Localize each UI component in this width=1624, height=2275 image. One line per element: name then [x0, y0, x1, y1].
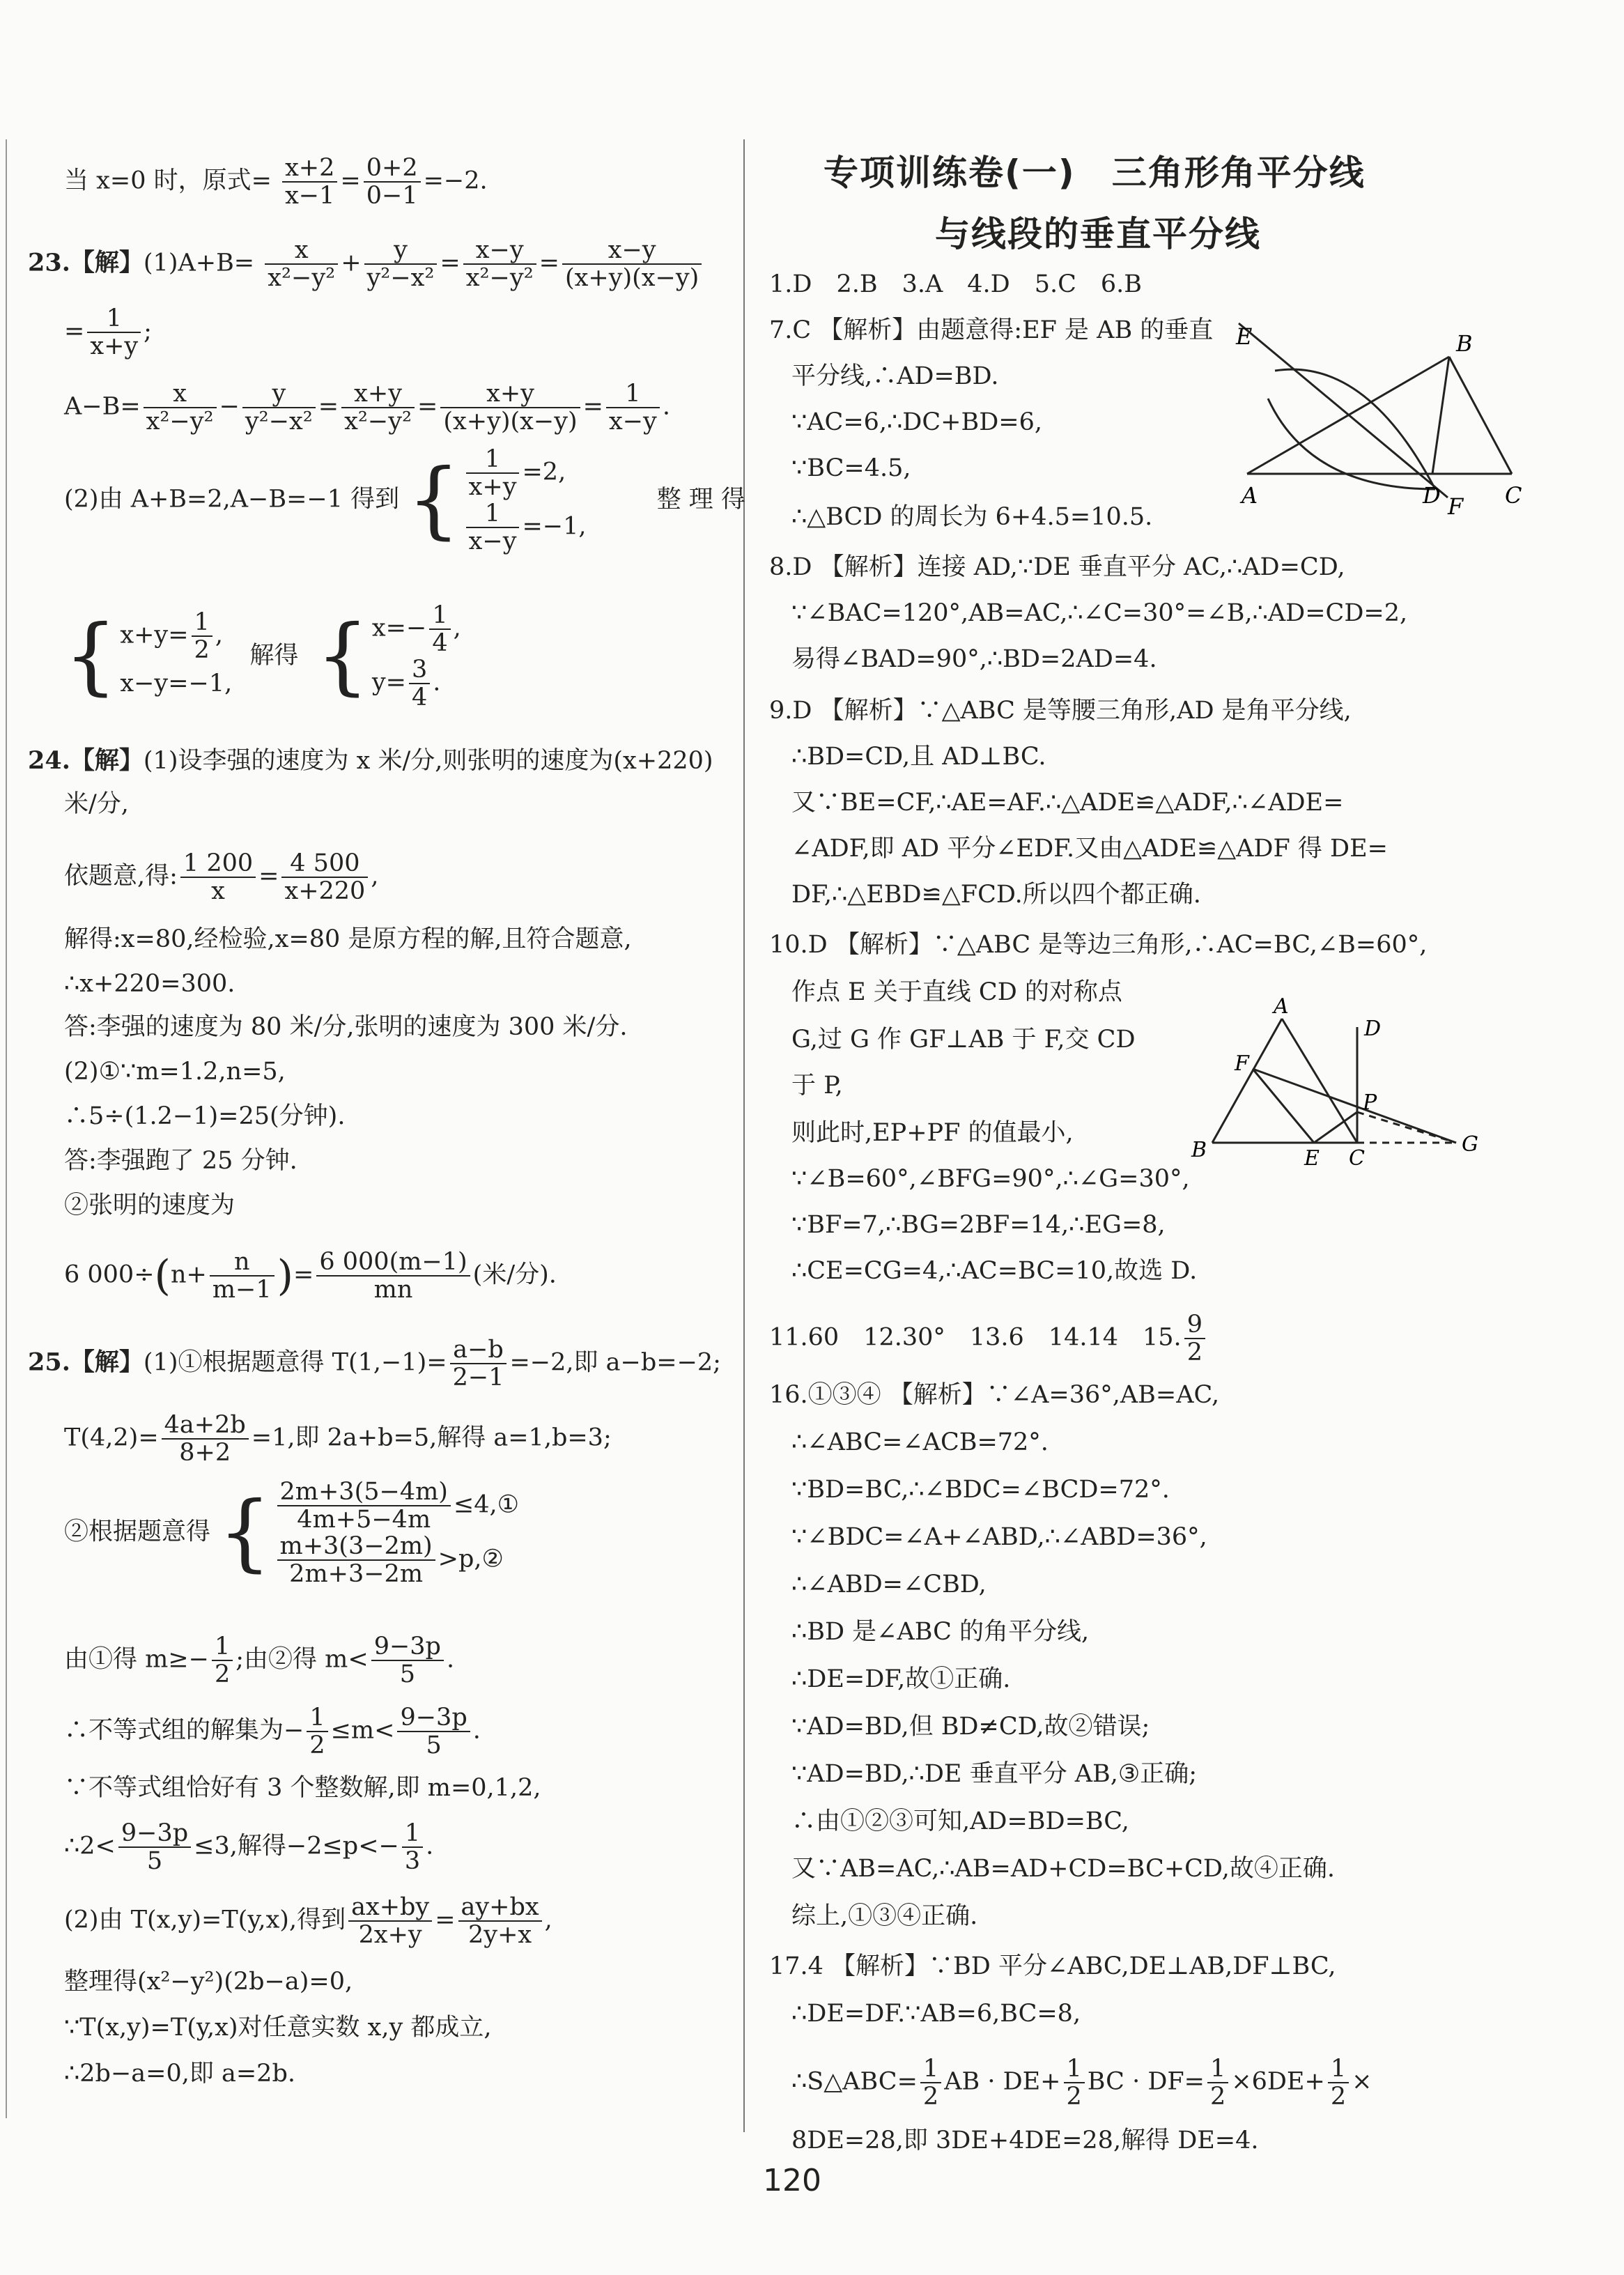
text: 当 x=0 时，原式= [64, 167, 272, 195]
line-22 [64, 1704, 481, 1759]
label-e: E [1236, 323, 1253, 350]
label-b: B [1456, 330, 1473, 357]
paren: ) [277, 1251, 294, 1300]
text: T(4,2)= [64, 1424, 159, 1452]
fraction [364, 155, 421, 209]
numerator: x+y [341, 380, 415, 408]
numerator: 1 [920, 2056, 941, 2083]
numerator: 1 [307, 1704, 327, 1732]
denominator: 5 [426, 1732, 442, 1759]
numerator: 1 200 [180, 850, 256, 878]
denominator: 2 [309, 1732, 325, 1759]
line-12: 答:李强的速度为 80 米/分,张明的速度为 300 米/分. [64, 1013, 628, 1041]
answer-line-21: ∵BF=7,∴BG=2BF=14,∴EG=8, [791, 1211, 1166, 1239]
left-brace: { [407, 452, 461, 548]
line-21 [64, 1633, 454, 1688]
segment-bc [1449, 357, 1512, 474]
answer-line-10: 9.D 【解析】∵△ABC 是等腰三角形,AD 是角平分线, [769, 697, 1352, 725]
line-07 [28, 746, 713, 776]
equation-system [120, 609, 232, 704]
denominator: (x+y)(x−y) [564, 264, 699, 292]
fraction [192, 609, 212, 663]
figure-7-triangle [1226, 315, 1526, 517]
page-number: 120 [763, 2163, 821, 2198]
text: A−B= [64, 392, 141, 421]
fraction [341, 380, 415, 435]
left-brace: { [316, 608, 369, 704]
numerator: a−b [450, 1336, 507, 1364]
numerator: 1 [429, 602, 450, 630]
label-c: C [1505, 482, 1522, 509]
text: . [433, 668, 441, 697]
line-04: A−B= $\frac{x}{\text{x²−y²}}$ − $\frac{y}{\text{y²−x²}}$ = $\frac{x+y}{\text{x²−y²}}$ = $\frac{x+y}{(x+y)(x-y)}$ = $\frac{1}{x-y}$ . [64, 380, 670, 435]
text: ≤m< [330, 1716, 395, 1745]
text: (1)设李强的速度为 x 米/分,则张明的速度为(x+220) [143, 747, 713, 775]
fraction [458, 1894, 542, 1948]
answer-line-05: ∵BC=4.5, [791, 454, 911, 482]
numerator: 1 [1064, 2056, 1085, 2083]
text: , [544, 1906, 552, 1934]
numerator: x [144, 380, 217, 408]
denominator: mn [373, 1276, 413, 1304]
answer-line-04: ∵AC=6,∴DC+BD=6, [791, 408, 1042, 436]
denominator: 2 [1186, 1339, 1202, 1366]
column-divider [743, 139, 745, 2132]
text: . [446, 1645, 455, 1674]
numerator: 1 [466, 500, 520, 528]
answer-line-09: 易得∠BAD=90°,∴BD=2AD=4. [791, 645, 1157, 673]
text: AB · DE+ [944, 2067, 1061, 2096]
fraction [118, 1820, 191, 1874]
fraction [307, 1704, 327, 1759]
line-01: 当 x=0 时，原式= $\frac{x+2}{x-1}$ = $\frac{0+2}{0-1}$ =−2. [64, 154, 488, 210]
text: =−2. [423, 167, 488, 195]
system-row [372, 656, 461, 711]
line-09: 依题意,得: $\frac{1 200}{x}$ = $\frac{4 500}{x+220}$ , [64, 849, 379, 905]
answer-line-35: 综上,①③④正确. [791, 1902, 978, 1930]
numerator: 1 [1328, 2056, 1349, 2083]
answer-line-07: 8.D 【解析】连接 AD,∵DE 垂直平分 AC,∴AD=CD, [769, 553, 1345, 581]
label-d: D [1364, 1017, 1382, 1041]
fraction [466, 500, 520, 555]
text: y= [371, 668, 407, 697]
label-c: C [1349, 1146, 1365, 1171]
system-row [120, 663, 232, 704]
numerator: 1 [466, 446, 520, 474]
line-08: 米/分, [64, 790, 129, 818]
answer-line-01: 1.D 2.B 3.A 4.D 5.C 6.B [769, 270, 1142, 298]
text: 由①得 m≥− [64, 1645, 209, 1674]
numerator: 1 [402, 1820, 423, 1848]
label-f: F [1448, 493, 1464, 517]
denominator: 2y+x [468, 1921, 532, 1949]
answer-line-22: ∴CE=CG=4,∴AC=BC=10,故选 D. [791, 1257, 1198, 1285]
denominator: 4m+5−4m [297, 1506, 431, 1534]
line-16: ②张明的速度为 [64, 1192, 235, 1219]
section-title-line1: 专项训练卷(一) 三角形角平分线 [823, 153, 1366, 193]
denominator: (x+y)(x−y) [443, 408, 578, 435]
segment-ep [1314, 1112, 1357, 1143]
numerator: n [210, 1249, 274, 1277]
line-28: ∴2b−a=0,即 a=2b. [64, 2060, 295, 2088]
text: 整 理 得 [656, 485, 745, 514]
fraction [429, 602, 450, 656]
numerator: 3 [409, 656, 430, 684]
text: BC · DF= [1087, 2067, 1205, 2096]
answer-line-26: ∵BD=BC,∴∠BDC=∠BCD=72°. [791, 1476, 1170, 1504]
fraction [463, 237, 536, 291]
numerator: 1 [212, 1633, 233, 1661]
fraction [1184, 1311, 1205, 1366]
text: ×6DE+ [1231, 2067, 1325, 2096]
denominator: 4 [412, 684, 428, 711]
line-ef [1239, 323, 1448, 498]
answer-line-06: ∴△BCD 的周长为 6+4.5=10.5. [791, 503, 1153, 531]
answer-line-30: ∴DE=DF,故①正确. [791, 1665, 1011, 1693]
numerator: x+2 [282, 155, 337, 183]
answer-line-38 [791, 2056, 1372, 2110]
denominator: x−1 [285, 182, 335, 210]
fraction [144, 380, 217, 435]
fraction [210, 1249, 274, 1303]
fraction [265, 237, 338, 291]
fraction [180, 850, 256, 904]
line-05 [64, 446, 745, 555]
text: x+y= [120, 621, 189, 649]
denominator: x+220 [284, 877, 366, 905]
answer-line-25: ∴∠ABC=∠ACB=72°. [791, 1428, 1049, 1456]
line-20 [64, 1479, 519, 1587]
numerator: x−y [463, 237, 536, 265]
answer-line-31: ∵AD=BD,但 BD≠CD,故②错误; [791, 1713, 1150, 1741]
line-26: 整理得(x²−y²)(2b−a)=0, [64, 1968, 353, 1996]
text: ; [144, 317, 152, 346]
numerator: m+3(3−2m) [277, 1533, 435, 1561]
numerator: y [364, 237, 438, 265]
numerator: 9−3p [371, 1633, 444, 1661]
numerator: 4 500 [281, 850, 368, 878]
text: , [215, 621, 223, 649]
equation-system [372, 602, 461, 711]
fraction [371, 1633, 444, 1688]
text: , [453, 614, 461, 642]
line-17: 6 000÷(n+ $\frac{n}{m-1}$ )= $\frac{6 000(m-1)}{mn}$ (米/分). [64, 1248, 557, 1304]
fraction [1328, 2056, 1349, 2110]
problem-number: 24.【解】 [28, 746, 144, 775]
answer-line-24: 16.①③④ 【解析】∵∠A=36°,AB=AC, [769, 1381, 1220, 1409]
text: x−y=−1, [120, 670, 233, 697]
segment-pg [1357, 1112, 1456, 1143]
answer-line-18: 于 P, [791, 1072, 843, 1100]
answer-line-12: 又∵BE=CF,∴AE=AF.∴△ADE≌△ADF,∴∠ADE= [791, 789, 1344, 817]
answer-line-34: 又∵AB=AC,∴AB=AD+CD=BC+CD,故④正确. [791, 1855, 1335, 1883]
answer-line-16: 作点 E 关于直线 CD 的对称点 [791, 978, 1122, 1006]
fraction [364, 237, 438, 291]
fraction [402, 1820, 423, 1874]
system-row [274, 1479, 520, 1533]
denominator: 2m+3−2m [289, 1560, 424, 1588]
line-14: ∴5÷(1.2−1)=25(分钟). [64, 1102, 346, 1130]
paren: ( [154, 1251, 171, 1300]
numerator: x+y [440, 380, 580, 408]
fraction [348, 1894, 432, 1948]
text: (2)由 A+B=2,A−B=−1 得到 [64, 485, 400, 514]
denominator: 2 [194, 636, 210, 664]
text: x=− [371, 614, 427, 642]
text: =−1, [522, 512, 587, 541]
label-e: E [1304, 1146, 1320, 1171]
denominator: x [211, 877, 225, 905]
fraction [162, 1412, 249, 1466]
system-row [463, 500, 587, 555]
text: × [1352, 2067, 1372, 2096]
answer-line-20: ∵∠B=60°,∠BFG=90°,∴∠G=30°, [791, 1165, 1190, 1193]
denominator: 2 [1066, 2083, 1082, 2111]
text: >p,② [438, 1545, 504, 1573]
text: ∴不等式组的解集为− [64, 1716, 304, 1745]
answer-line-17: G,过 G 作 GF⊥AB 于 F,交 CD [791, 1026, 1136, 1054]
denominator: m−1 [212, 1276, 272, 1304]
label-p: P [1363, 1090, 1377, 1115]
answer-line-39: 8DE=28,即 3DE+4DE=28,解得 DE=4. [791, 2127, 1259, 2154]
answer-line-28: ∴∠ABD=∠CBD, [791, 1571, 987, 1598]
figure-10-triangle [1177, 973, 1526, 1182]
line-11: ∴x+220=300. [64, 970, 235, 998]
text: =−2,即 a−b=−2; [509, 1348, 721, 1377]
label-a: A [1274, 994, 1289, 1019]
text: , [371, 862, 379, 890]
denominator: 0−1 [366, 182, 418, 210]
line-15: 答:李强跑了 25 分钟. [64, 1147, 297, 1175]
text: ②根据题意得 [64, 1518, 211, 1546]
fraction [440, 380, 580, 435]
text: 解得 [249, 641, 299, 670]
label-d: D [1423, 482, 1441, 509]
line-13: (2)①∵m=1.2,n=5, [64, 1058, 286, 1086]
fraction [281, 850, 368, 904]
denominator: x+y [90, 332, 139, 360]
answer-line-03: 平分线,∴AD=BD. [791, 362, 999, 390]
section-title-line2: 与线段的垂直平分线 [935, 214, 1261, 254]
line-25 [64, 1894, 552, 1948]
line-03 [64, 305, 152, 360]
numerator: 9 [1184, 1311, 1205, 1339]
answer-line-02: 7.C 【解析】由题意得:EF 是 AB 的垂直 [769, 316, 1214, 344]
denominator: 3 [404, 1847, 421, 1875]
denominator: y²−x² [245, 408, 313, 435]
problem-number: 23.【解】 [28, 248, 144, 277]
numerator: 0+2 [364, 155, 421, 183]
fraction [277, 1533, 435, 1587]
denominator: 4 [432, 629, 448, 657]
numerator: ay+bx [458, 1894, 542, 1922]
answer-line-08: ∵∠BAC=120°,AB=AC,∴∠C=30°=∠B,∴AD=CD=2, [791, 599, 1408, 627]
fraction [920, 2056, 941, 2110]
numerator: 1 [87, 305, 141, 333]
fraction [409, 656, 430, 711]
fraction [1207, 2056, 1228, 2110]
numerator: 1 [606, 380, 660, 408]
text: (米/分). [472, 1260, 557, 1289]
numerator: x−y [562, 237, 702, 265]
text: ∴2< [64, 1832, 116, 1860]
text: ;由②得 m< [235, 1645, 369, 1674]
numerator: ax+by [348, 1894, 432, 1922]
text: 依题意,得: [64, 862, 178, 890]
denominator: 5 [146, 1847, 163, 1875]
line-19 [64, 1412, 612, 1466]
denominator: 2 [214, 1660, 231, 1688]
denominator: x−y [608, 408, 657, 435]
answer-line-33: ∴由①②③可知,AD=BD=BC, [791, 1807, 1129, 1835]
answer-line-19: 则此时,EP+PF 的值最小, [791, 1119, 1074, 1147]
line-18 [28, 1336, 721, 1391]
inequality-system [274, 1479, 520, 1587]
fraction [212, 1633, 233, 1688]
answer-line-37: ∴DE=DF.∵AB=6,BC=8, [791, 2000, 1081, 2028]
fraction [87, 305, 141, 360]
answer-line-14: DF,∴△EBD≌△FCD.所以四个都正确. [791, 881, 1201, 909]
system-row [463, 446, 587, 500]
text: =1,即 2a+b=5,解得 a=1,b=3; [251, 1424, 612, 1452]
fraction [606, 380, 660, 435]
numerator: 9−3p [397, 1704, 470, 1732]
denominator: x²−y² [344, 408, 412, 435]
fraction [316, 1249, 470, 1303]
left-brace: { [218, 1484, 272, 1581]
answer-line-13: ∠ADF,即 AD 平分∠EDF.又由△ADE≌△ADF 得 DE= [791, 835, 1388, 863]
text: (1)①根据题意得 T(1,−1)= [143, 1348, 447, 1377]
denominator: 8+2 [179, 1439, 231, 1467]
numerator: 4a+2b [162, 1412, 249, 1440]
label-b: B [1191, 1138, 1207, 1162]
text: ∴S△ABC= [791, 2067, 918, 2096]
label-a: A [1242, 482, 1258, 509]
denominator: x²−y² [268, 264, 336, 292]
system-row [120, 609, 232, 663]
system-row [372, 602, 461, 656]
segment-ac [1282, 1019, 1357, 1143]
text: n+ [170, 1260, 207, 1289]
numerator: x [265, 237, 338, 265]
numerator: 1 [1207, 2056, 1228, 2083]
denominator: 2 [922, 2083, 939, 2111]
fraction [242, 380, 316, 435]
line-23: ∵不等式组恰好有 3 个整数解,即 m=0,1,2, [64, 1774, 541, 1802]
line-10: 解得:x=80,经检验,x=80 是原方程的解,且符合题意, [64, 925, 632, 953]
page-edge-line [6, 139, 7, 2118]
answer-line-36: 17.4 【解析】∵BD 平分∠ABC,DE⊥AB,DF⊥BC, [769, 1952, 1336, 1980]
denominator: 2x+y [358, 1921, 422, 1949]
denominator: y²−x² [366, 264, 435, 292]
text: (2)由 T(x,y)=T(y,x),得到 [64, 1906, 346, 1934]
segment-bd [1432, 357, 1449, 474]
text: (1)A+B= [143, 249, 255, 277]
numerator: 1 [192, 609, 212, 637]
text: . [426, 1832, 434, 1860]
denominator: x²−y² [465, 264, 534, 292]
line-06 [64, 602, 461, 711]
denominator: x²−y² [146, 408, 214, 435]
denominator: x−y [468, 527, 517, 555]
line-27: ∵T(x,y)=T(y,x)对任意实数 x,y 都成立, [64, 2014, 492, 2042]
label-g: G [1462, 1132, 1478, 1157]
problem-number: 25.【解】 [28, 1348, 144, 1377]
numerator: 6 000(m−1) [316, 1249, 470, 1277]
answer-line-11: ∴BD=CD,且 AD⊥BC. [791, 743, 1046, 771]
left-brace: { [64, 608, 118, 704]
denominator: 5 [399, 1660, 415, 1688]
fraction [397, 1704, 470, 1759]
fraction [282, 155, 337, 209]
line-24 [64, 1820, 433, 1874]
text: ≤3,解得−2≤p<− [194, 1832, 399, 1860]
denominator: x+y [468, 473, 517, 501]
fraction [562, 237, 702, 291]
answer-line-27: ∵∠BDC=∠A+∠ABD,∴∠ABD=36°, [791, 1523, 1207, 1551]
numerator: 9−3p [118, 1820, 191, 1848]
answer-line-29: ∴BD 是∠ABC 的角平分线, [791, 1618, 1090, 1646]
arc-1 [1275, 369, 1435, 489]
denominator: 2 [1330, 2083, 1347, 2111]
fraction [277, 1479, 451, 1533]
text: . [662, 392, 670, 421]
text: =2, [522, 458, 566, 486]
denominator: 2−1 [452, 1364, 504, 1391]
numerator: y [242, 380, 316, 408]
line-02: 23.【解】(1)A+B= $\frac{x}{\text{x²−y²}}$ + $\frac{y}{\text{y²−x²}}$ = $\frac{x-y}{\text{x²−y²}}$ = $\frac{x-y}{(x+y)(x-y)}$ [28, 237, 704, 291]
equation-system [463, 446, 587, 555]
text: . [472, 1716, 481, 1745]
fraction [450, 1336, 507, 1391]
numerator: 2m+3(5−4m) [277, 1479, 451, 1506]
denominator: 2 [1210, 2083, 1226, 2111]
answer-line-15: 10.D 【解析】∵△ABC 是等边三角形,∴AC=BC,∠B=60°, [769, 931, 1428, 959]
text: = [64, 317, 85, 346]
fraction [466, 446, 520, 500]
text: = [435, 1906, 456, 1934]
segment-ab [1212, 1019, 1282, 1143]
system-row [274, 1533, 520, 1587]
text: 6 000÷ [64, 1260, 155, 1289]
fraction [1064, 2056, 1085, 2110]
label-f: F [1235, 1051, 1249, 1076]
answer-line-32: ∵AD=BD,∴DE 垂直平分 AB,③正确; [791, 1760, 1198, 1788]
text: ≤4,① [453, 1490, 520, 1519]
text: 11.60 12.30° 13.6 14.14 15. [769, 1323, 1182, 1352]
answer-line-23 [769, 1311, 1208, 1366]
